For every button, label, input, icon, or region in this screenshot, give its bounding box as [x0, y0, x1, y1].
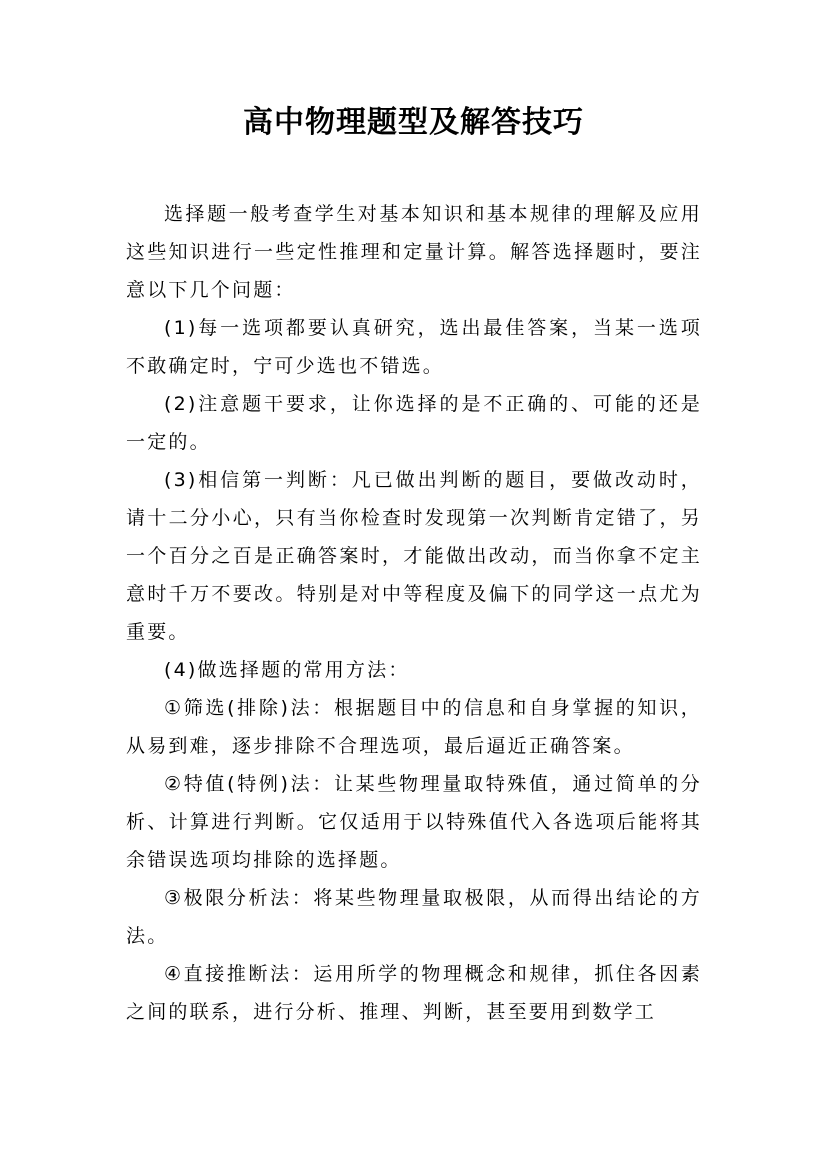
- paragraph-method-4: ④直接推断法：运用所学的物理概念和规律，抓住各因素之间的联系，进行分析、推理、判断，甚至要用到数学工: [126, 963, 702, 1023]
- paragraph-intro: 选择题一般考查学生对基本知识和基本规律的理解及应用这些知识进行一些定性推理和定量计算。解答选择题时，要注意以下几个问题：: [126, 203, 702, 301]
- document-body: [126, 195, 702, 1031]
- document-title: 高中物理题型及解答技巧: [243, 105, 584, 140]
- paragraph-point-1: (1)每一选项都要认真研究，选出最佳答案，当某一选项不敢确定时，宁可少选也不错选。: [126, 317, 702, 377]
- paragraph-point-2: (2)注意题干要求，让你选择的是不正确的、可能的还是一定的。: [126, 393, 702, 453]
- paragraph-point-4: (4)做选择题的常用方法：: [164, 659, 410, 681]
- paragraph-method-2: ②特值(特例)法：让某些物理量取特殊值，通过简单的分析、计算进行判断。它仅适用于以特殊值代入各选项后能将其余错误选项均排除的选择题。: [126, 773, 702, 871]
- paragraph-method-1: ①筛选(排除)法：根据题目中的信息和自身掌握的知识，从易到难，逐步排除不合理选项，最后逼近正确答案。: [126, 697, 702, 757]
- paragraph-method-3: ③极限分析法：将某些物理量取极限，从而得出结论的方法。: [126, 887, 702, 947]
- paragraph-point-3: (3)相信第一判断：凡已做出判断的题目，要做改动时，请十二分小心，只有当你检查时发现第一次判断肯定错了，另一个百分之百是正确答案时，才能做出改动，而当你拿不定主意时千万不要改。特别是对中等程度及偏下的同学这一点尤为重要。: [126, 469, 702, 643]
